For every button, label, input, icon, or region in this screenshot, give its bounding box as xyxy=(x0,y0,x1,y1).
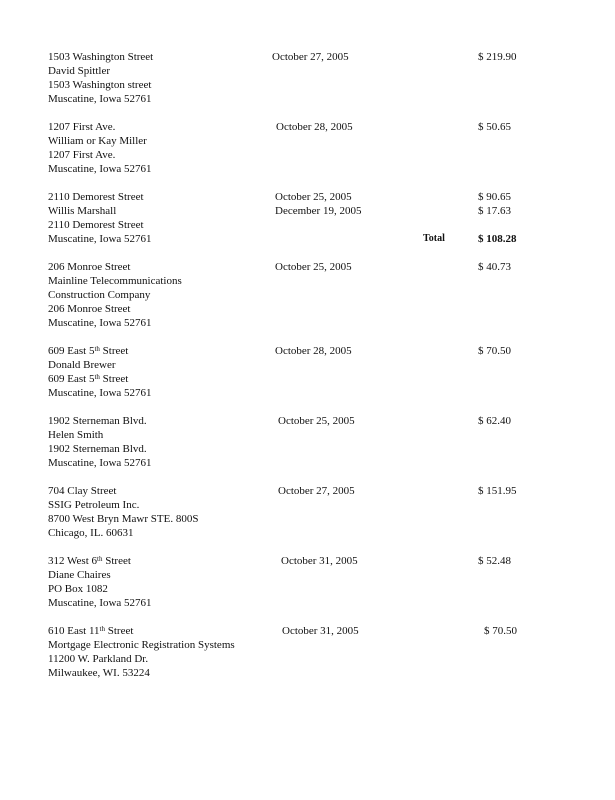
total-label: Total xyxy=(423,233,445,244)
property-address: 609 East 5th Street xyxy=(48,345,129,357)
mailing-street: 1503 Washington street xyxy=(48,79,152,91)
entry-amount: $ 151.95 xyxy=(478,485,517,497)
entry-date: October 25, 2005 xyxy=(278,415,355,427)
property-entry xyxy=(48,414,578,474)
owner-name: Diane Chaires xyxy=(48,569,111,581)
property-address: 610 East 11th Street xyxy=(48,625,134,637)
owner-name: William or Kay Miller xyxy=(48,135,147,147)
entry-date: October 27, 2005 xyxy=(272,51,349,63)
entry-amount: $ 90.65 xyxy=(478,191,511,203)
property-address: 2110 Demorest Street xyxy=(48,191,144,203)
property-address: 312 West 6th Street xyxy=(48,555,131,567)
entry-date: October 28, 2005 xyxy=(275,345,352,357)
owner-name: Donald Brewer xyxy=(48,359,116,371)
entry-date: October 27, 2005 xyxy=(278,485,355,497)
mailing-city: Muscatine, Iowa 52761 xyxy=(48,93,152,105)
property-entry xyxy=(48,484,578,544)
mailing-city: Chicago, IL. 60631 xyxy=(48,527,134,539)
property-address: 1902 Sterneman Blvd. xyxy=(48,415,147,427)
owner-name: Willis Marshall xyxy=(48,205,117,217)
property-entry xyxy=(48,190,578,250)
mailing-city: Muscatine, Iowa 52761 xyxy=(48,317,152,329)
owner-name: Mainline Telecommunications xyxy=(48,275,182,287)
entry-date: December 19, 2005 xyxy=(275,205,362,217)
property-address: 1207 First Ave. xyxy=(48,121,116,133)
entry-amount: $ 70.50 xyxy=(484,625,517,637)
entry-date: October 25, 2005 xyxy=(275,261,352,273)
entry-amount: $ 50.65 xyxy=(478,121,511,133)
property-entry xyxy=(48,554,578,614)
property-entry xyxy=(48,344,578,404)
mailing-city: Milwaukee, WI. 53224 xyxy=(48,667,150,679)
entry-date: October 31, 2005 xyxy=(281,555,358,567)
entry-date: October 28, 2005 xyxy=(276,121,353,133)
entry-amount: $ 62.40 xyxy=(478,415,511,427)
mailing-city: Muscatine, Iowa 52761 xyxy=(48,163,152,175)
property-entry xyxy=(48,624,578,684)
mailing-street: 1207 First Ave. xyxy=(48,149,116,161)
property-entry xyxy=(48,260,578,334)
property-entry xyxy=(48,50,578,110)
owner-name: Helen Smith xyxy=(48,429,104,441)
mailing-city: Muscatine, Iowa 52761 xyxy=(48,597,152,609)
entry-amount: $ 40.73 xyxy=(478,261,511,273)
mailing-street: 11200 W. Parkland Dr. xyxy=(48,653,149,665)
owner-name: SSIG Petroleum Inc. xyxy=(48,499,140,511)
entry-amount: $ 70.50 xyxy=(478,345,511,357)
mailing-city: Muscatine, Iowa 52761 xyxy=(48,457,152,469)
owner-name: David Spittler xyxy=(48,65,111,77)
entry-date: October 31, 2005 xyxy=(282,625,359,637)
mailing-street: PO Box 1082 xyxy=(48,583,108,595)
mailing-street: 2110 Demorest Street xyxy=(48,219,144,231)
mailing-city: Muscatine, Iowa 52761 xyxy=(48,387,152,399)
entry-amount: $ 219.90 xyxy=(478,51,517,63)
property-address: 704 Clay Street xyxy=(48,485,117,497)
entry-date: October 25, 2005 xyxy=(275,191,352,203)
mailing-street: 609 East 5th Street xyxy=(48,373,129,385)
owner-name-cont: Construction Company xyxy=(48,289,151,301)
mailing-street: 206 Monroe Street xyxy=(48,303,131,315)
total-amount: $ 108.28 xyxy=(478,233,517,245)
mailing-street: 1902 Sterneman Blvd. xyxy=(48,443,147,455)
mailing-street: 8700 West Bryn Mawr STE. 800S xyxy=(48,513,199,525)
entry-amount: $ 52.48 xyxy=(478,555,511,567)
mailing-city: Muscatine, Iowa 52761 xyxy=(48,233,152,245)
property-address: 1503 Washington Street xyxy=(48,51,154,63)
owner-name: Mortgage Electronic Registration Systems xyxy=(48,639,235,651)
property-address: 206 Monroe Street xyxy=(48,261,131,273)
entry-amount: $ 17.63 xyxy=(478,205,511,217)
property-entry xyxy=(48,120,578,180)
